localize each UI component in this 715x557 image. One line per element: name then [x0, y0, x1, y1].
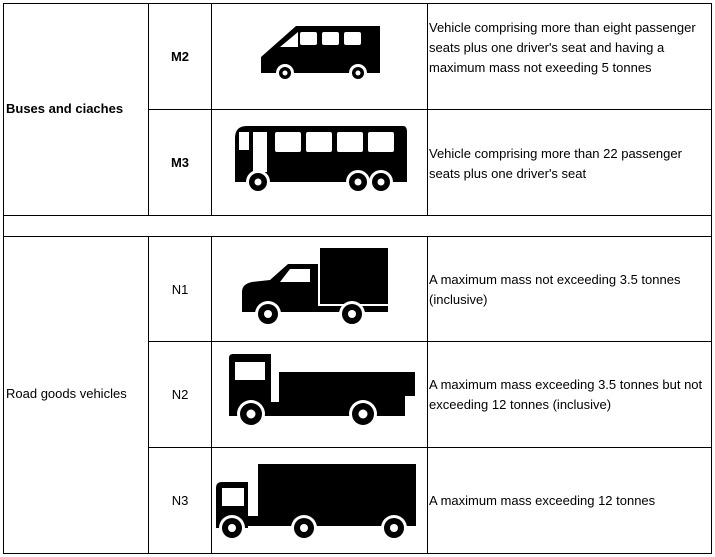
- category-code-n3: N3: [171, 493, 189, 508]
- grid-line: [148, 447, 711, 448]
- description-n2: A maximum mass exceeding 3.5 tonnes but not exceeding 12 tonnes (inclusive): [429, 377, 703, 412]
- bus-icon: [231, 124, 411, 198]
- light-truck-icon: [240, 244, 392, 330]
- category-code-n1: N1: [171, 282, 189, 297]
- grid-line: [3, 215, 711, 216]
- grid-line: [148, 3, 149, 216]
- flatbed-truck-icon: [227, 352, 417, 432]
- grid-line: [427, 3, 428, 216]
- minibus-icon: [258, 22, 384, 84]
- grid-line: [3, 553, 711, 554]
- group-label-buses: Buses and ciaches: [6, 101, 124, 116]
- description-m2: Vehicle comprising more than eight passenger seats plus one driver's seat and having a maximum mass not exeeding 5 tonnes: [429, 20, 696, 75]
- grid-line: [3, 236, 711, 237]
- category-code-n2: N2: [171, 387, 189, 402]
- group-label-goods: Road goods vehicles: [6, 386, 127, 401]
- grid-line: [711, 3, 712, 554]
- grid-line: [427, 236, 428, 554]
- grid-line: [148, 109, 711, 110]
- category-code-m3: M3: [170, 155, 190, 170]
- grid-line: [211, 3, 212, 216]
- description-n1: A maximum mass not exceeding 3.5 tonnes (inclusive): [429, 272, 681, 307]
- grid-line: [211, 236, 212, 554]
- grid-line: [3, 3, 711, 4]
- grid-line: [3, 3, 4, 554]
- category-code-m2: M2: [170, 49, 190, 64]
- description-m3: Vehicle comprising more than 22 passenger seats plus one driver's seat: [429, 146, 682, 181]
- grid-line: [148, 341, 711, 342]
- description-n3: A maximum mass exceeding 12 tonnes: [429, 493, 656, 508]
- box-truck-icon: [214, 462, 420, 548]
